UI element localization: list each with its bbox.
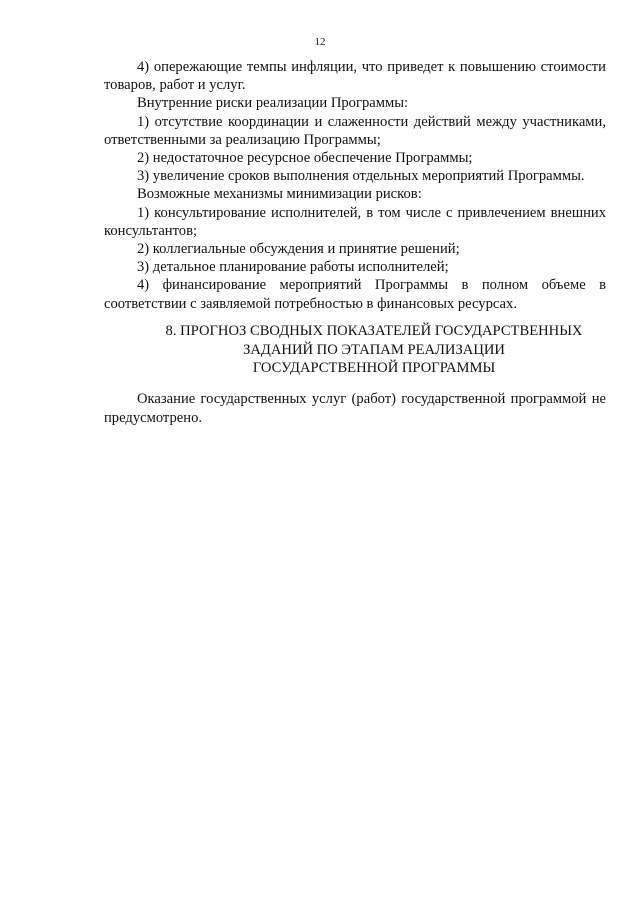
internal-risks-heading: Внутренние риски реализации Программы: bbox=[137, 95, 409, 112]
section-heading-line-1: 8. ПРОГНОЗ СВОДНЫХ ПОКАЗАТЕЛЕЙ ГОСУДАРСТВЕННЫХ bbox=[165, 323, 583, 339]
mitigation-item-2: 2) коллегиальные обсуждения и принятие решений; bbox=[137, 241, 460, 258]
mitigation-heading: Возможные механизмы минимизации рисков: bbox=[137, 186, 422, 203]
risks-section-body bbox=[104, 58, 606, 313]
section-heading-line-3: ГОСУДАРСТВЕННОЙ ПРОГРАММЫ bbox=[252, 360, 496, 377]
section-heading bbox=[104, 322, 640, 378]
page-number: 12 bbox=[314, 36, 326, 48]
risk-item-inflation: 4) опережающие темпы инфляции, что приведет к повышению стоимости товаров, работ и услуг. bbox=[104, 59, 606, 94]
mitigation-item-1: 1) консультирование исполнителей, в том числе с привлечением внешних консультантов; bbox=[104, 204, 606, 239]
mitigation-item-3: 3) детальное планирование работы исполнителей; bbox=[137, 259, 449, 276]
section-body bbox=[104, 390, 606, 427]
mitigation-item-4: 4) финансирование мероприятий Программы в полном объеме в соответствии с заявляемой потребностью в финансовых ресурсах. bbox=[104, 277, 606, 312]
closing-paragraph: Оказание государственных услуг (работ) государственной программой не предусмотрено. bbox=[104, 391, 606, 426]
internal-risk-item-3: 3) увеличение сроков выполнения отдельных мероприятий Программы. bbox=[137, 168, 585, 185]
internal-risk-item-2: 2) недостаточное ресурсное обеспечение Программы; bbox=[137, 150, 473, 167]
section-heading-line-2: ЗАДАНИЙ ПО ЭТАПАМ РЕАЛИЗАЦИИ bbox=[243, 341, 505, 358]
internal-risk-item-1: 1) отсутствие координации и слаженности действий между участниками, ответственными за реализацию Программы; bbox=[104, 113, 606, 148]
